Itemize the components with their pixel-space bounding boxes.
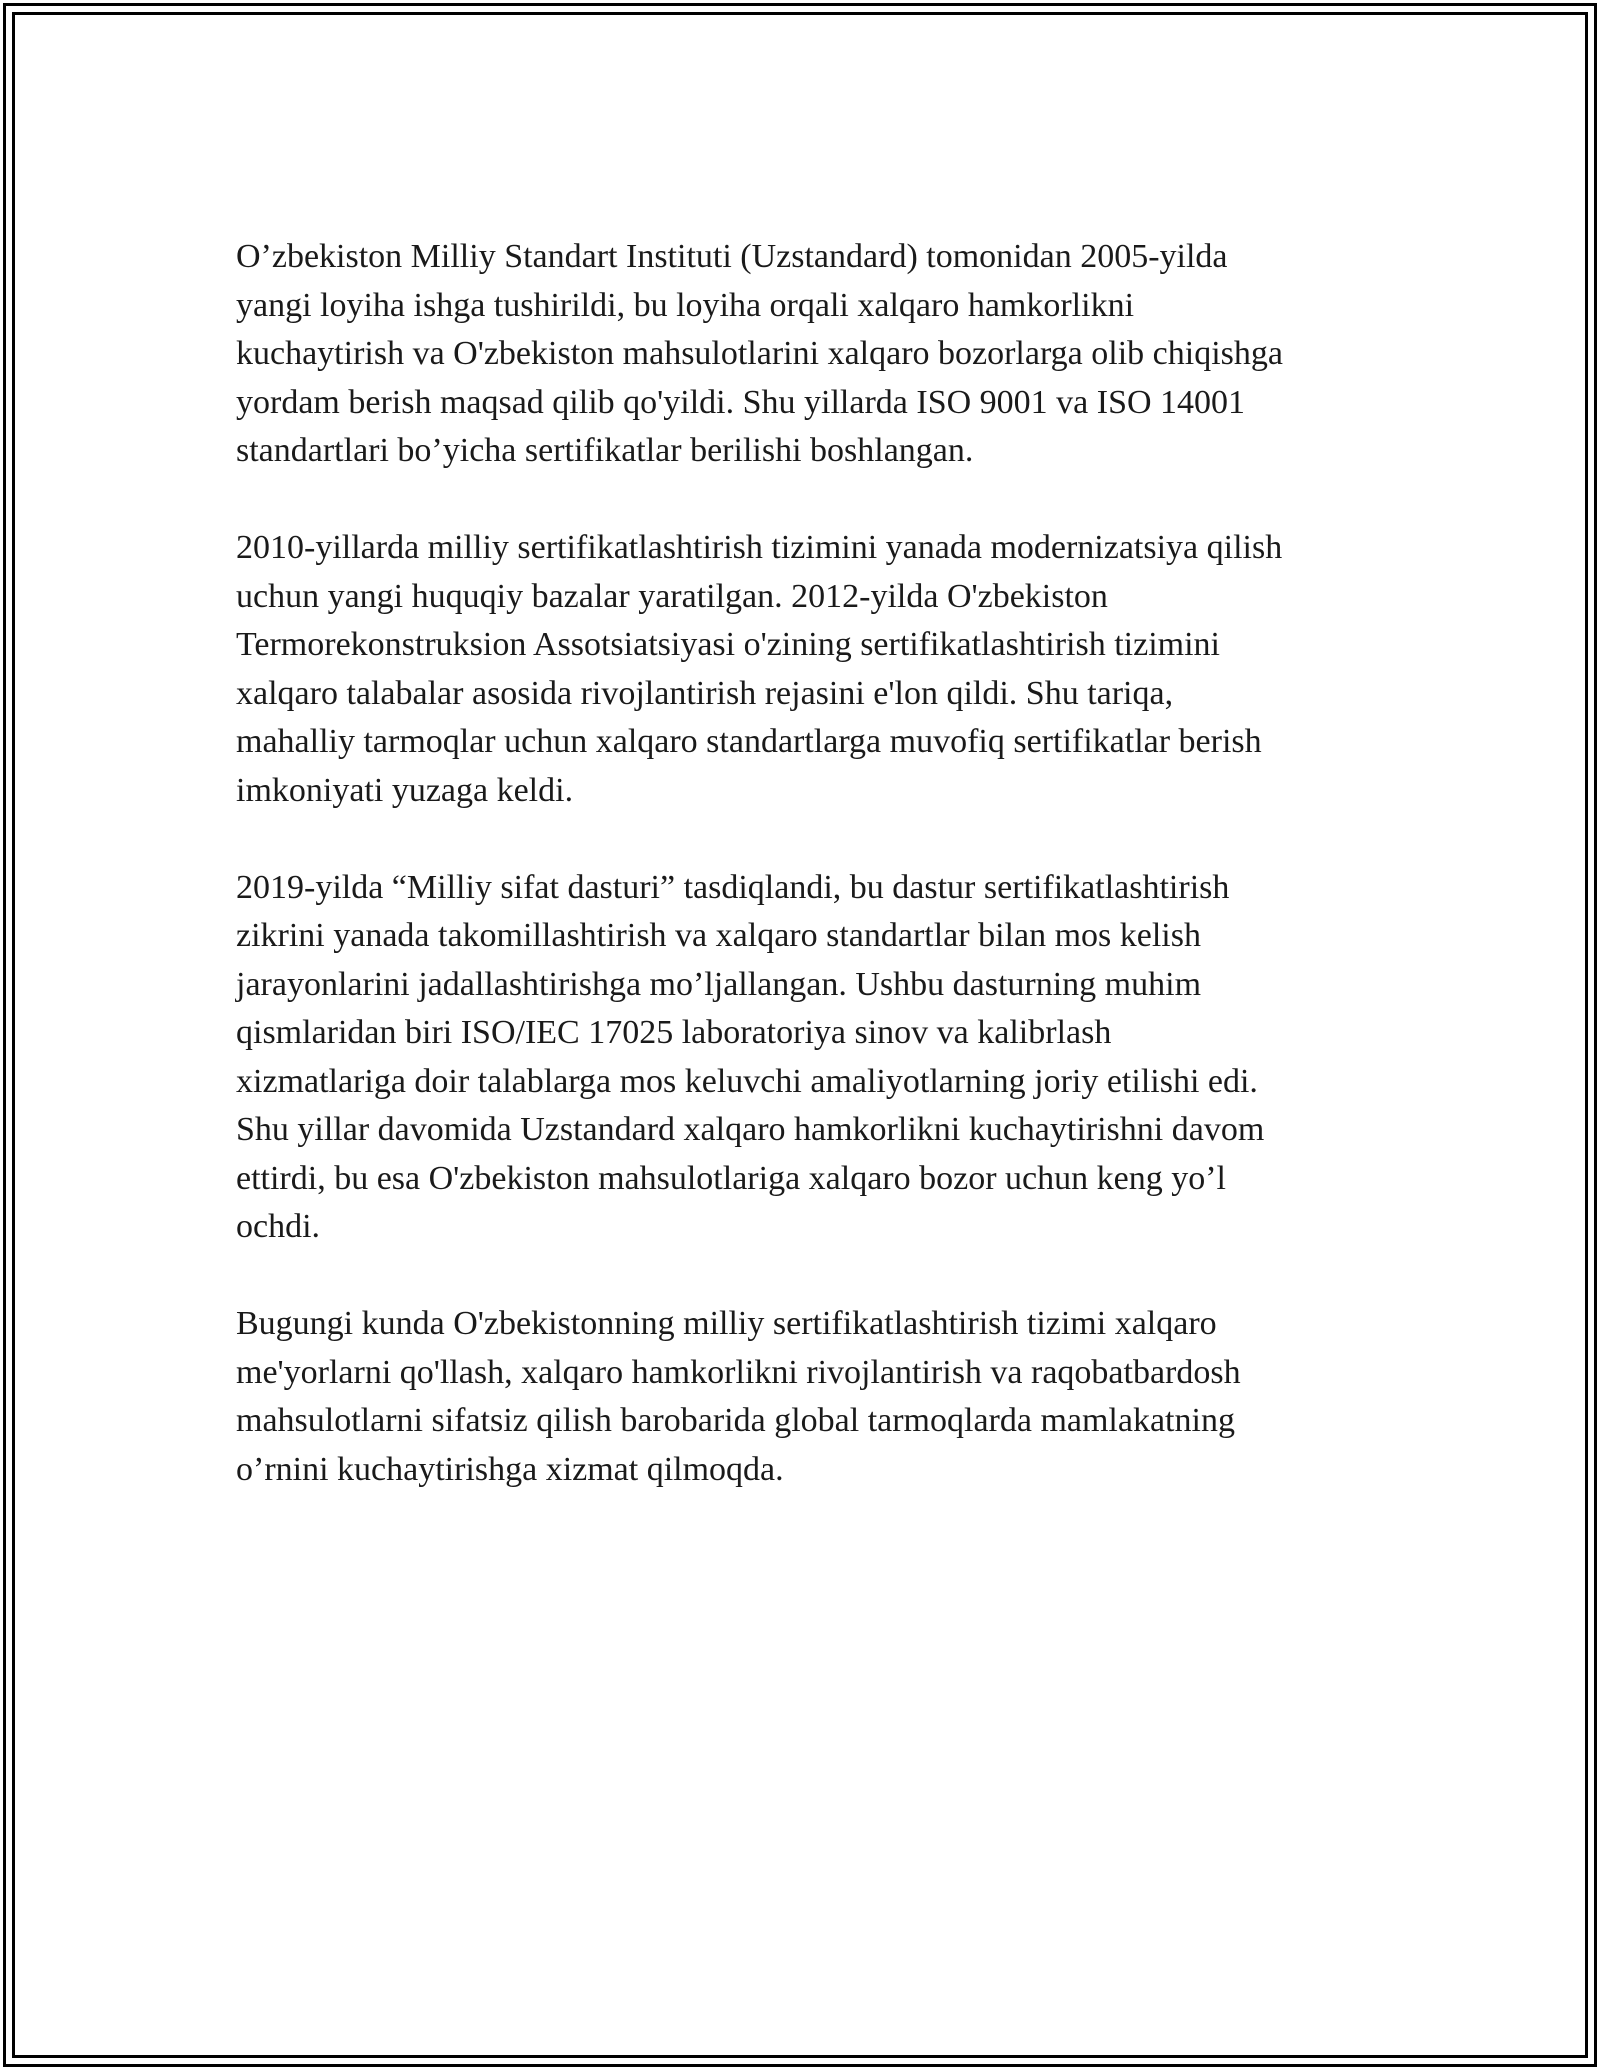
text-line: Shu yillar davomida Uzstandard xalqaro hamkorlikni kuchaytirishni davom (236, 1111, 1265, 1148)
paragraph-4 (236, 1300, 1376, 1494)
text-line: o’rnini kuchaytirishga xizmat qilmoqda. (236, 1450, 784, 1488)
paragraph-1 (236, 233, 1376, 476)
text-line: uchun yangi huquqiy bazalar yaratilgan. 2012-yilda O'zbekiston (236, 577, 1108, 615)
text-line: ochdi. (236, 1208, 321, 1245)
text-line: zikrini yanada takomillashtirish va xalqaro standartlar bilan mos kelish (236, 917, 1201, 954)
text-line: xizmatlariga doir talablarga mos keluvchi amaliyotlarning joriy etilishi edi. (236, 1062, 1258, 1100)
text-line: yangi loyiha ishga tushirildi, bu loyiha orqali xalqaro hamkorlikni (236, 286, 1135, 324)
text-line: standartlari bo’yicha sertifikatlar berilishi boshlangan. (236, 432, 974, 469)
text-line: 2019-yilda “Milliy sifat dasturi” tasdiqlandi, bu dastur sertifikatlashtirish (236, 868, 1230, 906)
text-line: mahsulotlarni sifatsiz qilish barobarida global tarmoqlarda mamlakatning (236, 1402, 1235, 1439)
text-line: 2010-yillarda milliy sertifikatlashtirish tizimini yanada modernizatsiya qilish (236, 529, 1283, 566)
text-line: O’zbekiston Milliy Standart Instituti (Uzstandard) tomonidan 2005-yilda (236, 238, 1228, 275)
paragraph-2 (236, 524, 1376, 815)
text-line: yordam berish maqsad qilib qo'yildi. Shu yillarda ISO 9001 va ISO 14001 (236, 383, 1246, 421)
text-line: me'yorlarni qo'llash, xalqaro hamkorlikni rivojlantirish va raqobatbardosh (236, 1353, 1241, 1391)
text-line: kuchaytirish va O'zbekiston mahsulotlarini xalqaro bozorlarga olib chiqishga (236, 335, 1283, 372)
text-line: Termorekonstruksion Assotsiatsiyasi o'zining sertifikatlashtirish tizimini (236, 626, 1220, 663)
text-line: jarayonlarini jadallashtirishga mo’ljallangan. Ushbu dasturning muhim (236, 965, 1202, 1003)
document-body (236, 233, 1376, 1494)
paragraph-3 (236, 864, 1376, 1252)
text-line: Bugungi kunda O'zbekistonning milliy sertifikatlashtirish tizimi xalqaro (236, 1305, 1217, 1342)
text-line: imkoniyati yuzaga keldi. (236, 771, 574, 809)
text-line: xalqaro talabalar asosida rivojlantirish rejasini e'lon qildi. Shu tariqa, (236, 674, 1174, 712)
text-line: mahalliy tarmoqlar uchun xalqaro standartlarga muvofiq sertifikatlar berish (236, 723, 1262, 760)
text-line: qismlaridan biri ISO/IEC 17025 laboratoriya sinov va kalibrlash (236, 1014, 1112, 1051)
text-line: ettirdi, bu esa O'zbekiston mahsulotlariga xalqaro bozor uchun keng yo’l (236, 1159, 1226, 1197)
